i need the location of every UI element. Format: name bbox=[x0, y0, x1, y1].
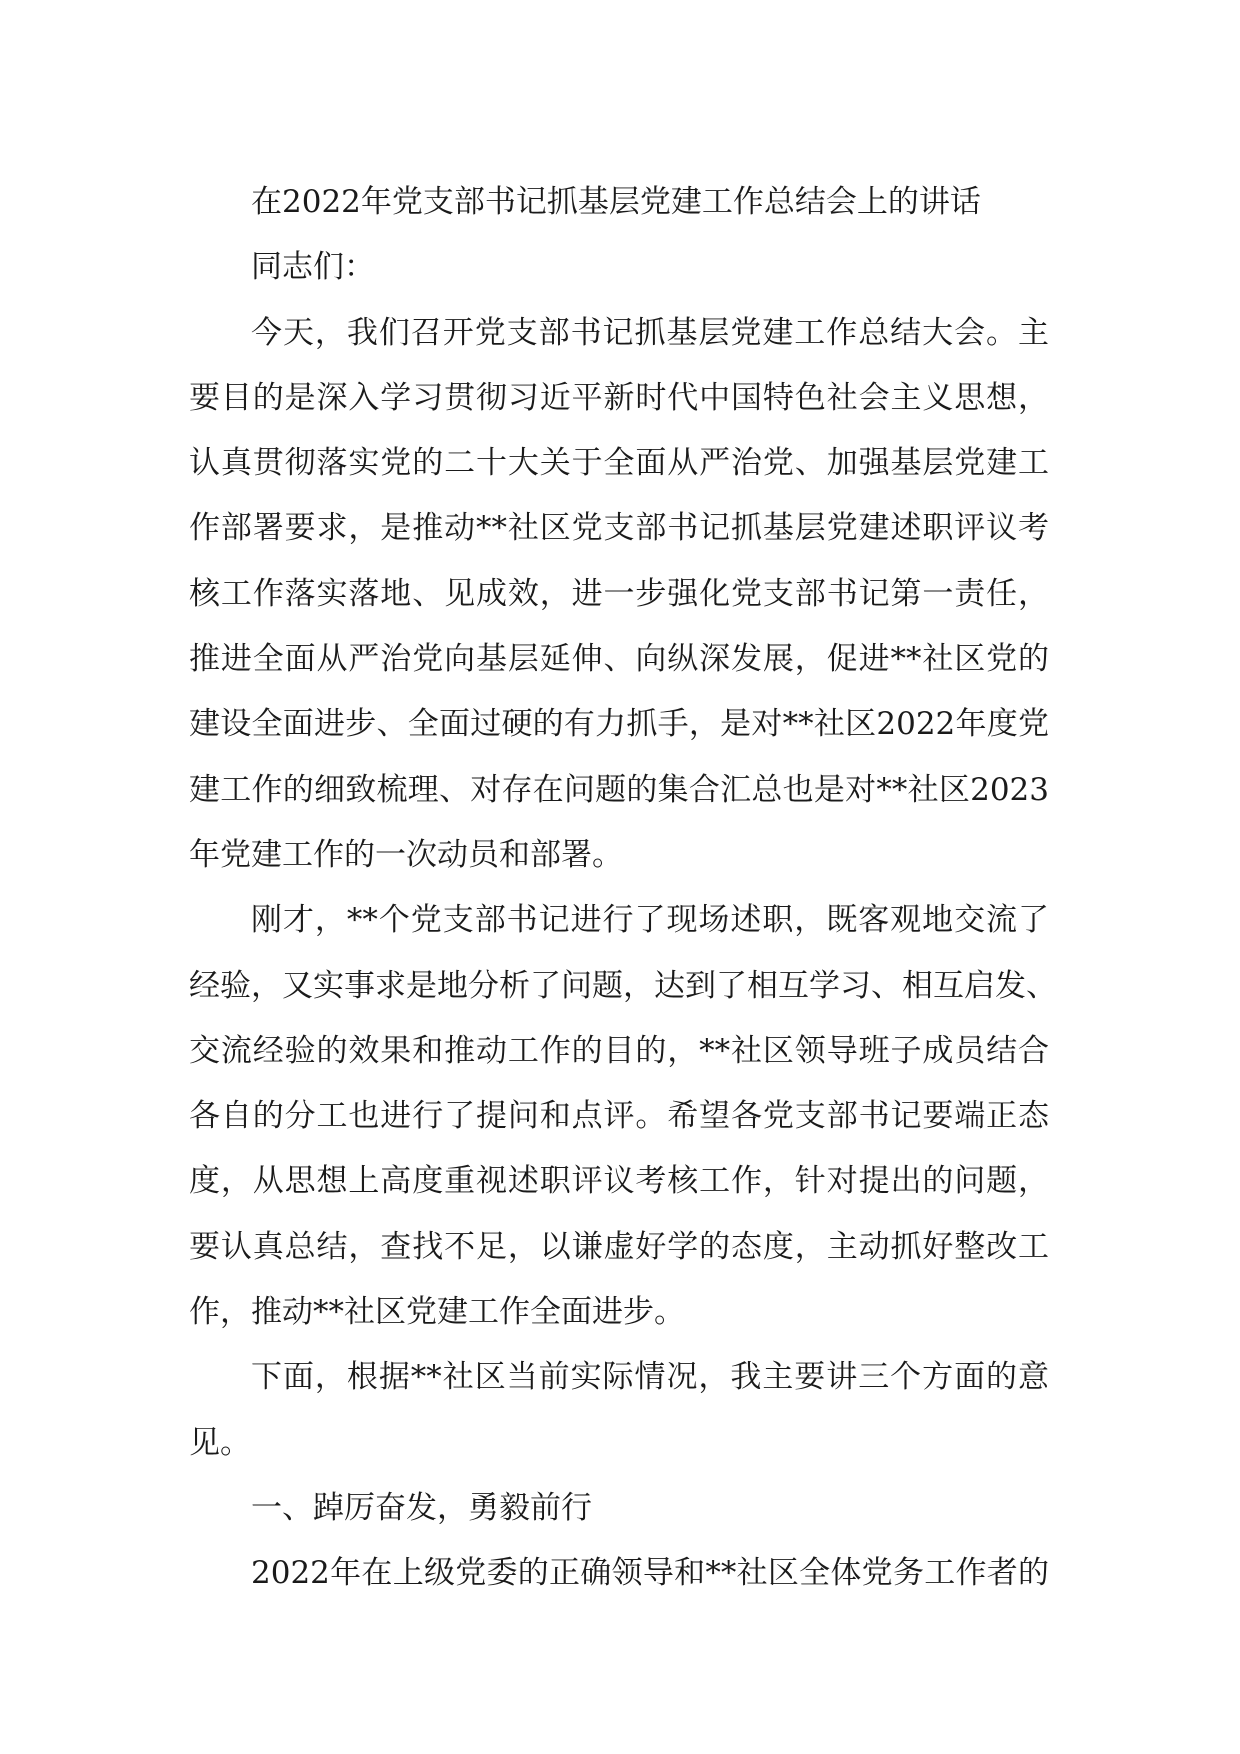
paragraph-line: 经验，又实事求是地分析了问题，达到了相互学习、相互启发、 bbox=[189, 967, 1057, 1004]
paragraph-line: 年党建工作的一次动员和部署。 bbox=[189, 836, 623, 873]
paragraph-1 bbox=[189, 301, 1049, 889]
paragraph-line: 作，推动**社区党建工作全面进步。 bbox=[189, 1294, 685, 1331]
paragraph-line: 刚才，**个党支部书记进行了现场述职，既客观地交流了 bbox=[251, 902, 1049, 939]
paragraph-line: 各自的分工也进行了提问和点评。希望各党支部书记要端正态 bbox=[189, 1098, 1049, 1135]
paragraph-line: 见。 bbox=[189, 1424, 251, 1461]
paragraph-line: 建工作的细致梳理、对存在问题的集合汇总也是对**社区2023 bbox=[189, 771, 1049, 808]
paragraph-line: 下面，根据**社区当前实际情况，我主要讲三个方面的意 bbox=[251, 1359, 1049, 1396]
paragraph-line: 认真贯彻落实党的二十大关于全面从严治党、加强基层党建工 bbox=[189, 445, 1049, 482]
paragraph-line: 作部署要求，是推动**社区党支部书记抓基层党建述职评议考 bbox=[189, 510, 1049, 547]
paragraph-line: 建设全面进步、全面过硬的有力抓手，是对**社区2022年度党 bbox=[189, 706, 1049, 743]
document-body bbox=[189, 170, 1057, 1607]
paragraph-line: 今天，我们召开党支部书记抓基层党建工作总结大会。主 bbox=[251, 314, 1049, 351]
paragraph-line: 推进全面从严治党向基层延伸、向纵深发展，促进**社区党的 bbox=[189, 641, 1049, 678]
paragraph-line: 要目的是深入学习贯彻习近平新时代中国特色社会主义思想， bbox=[189, 379, 1049, 416]
paragraph-line: 2022年在上级党委的正确领导和**社区全体党务工作者的 bbox=[251, 1555, 1049, 1592]
salutation: 同志们： bbox=[251, 249, 375, 286]
paragraph-2 bbox=[189, 888, 1057, 1345]
paragraph-3 bbox=[189, 1345, 1049, 1476]
paragraph-line: 核工作落实落地、见成效，进一步强化党支部书记第一责任， bbox=[189, 575, 1049, 612]
paragraph-line: 要认真总结，查找不足，以谦虚好学的态度，主动抓好整改工 bbox=[189, 1228, 1049, 1265]
paragraph-line: 度，从思想上高度重视述职评议考核工作，针对提出的问题， bbox=[189, 1163, 1049, 1200]
paragraph-line: 交流经验的效果和推动工作的目的，**社区领导班子成员结合 bbox=[189, 1032, 1049, 1069]
document-title: 在2022年党支部书记抓基层党建工作总结会上的讲话 bbox=[251, 184, 981, 220]
section-heading: 一、踔厉奋发，勇毅前行 bbox=[251, 1489, 592, 1526]
